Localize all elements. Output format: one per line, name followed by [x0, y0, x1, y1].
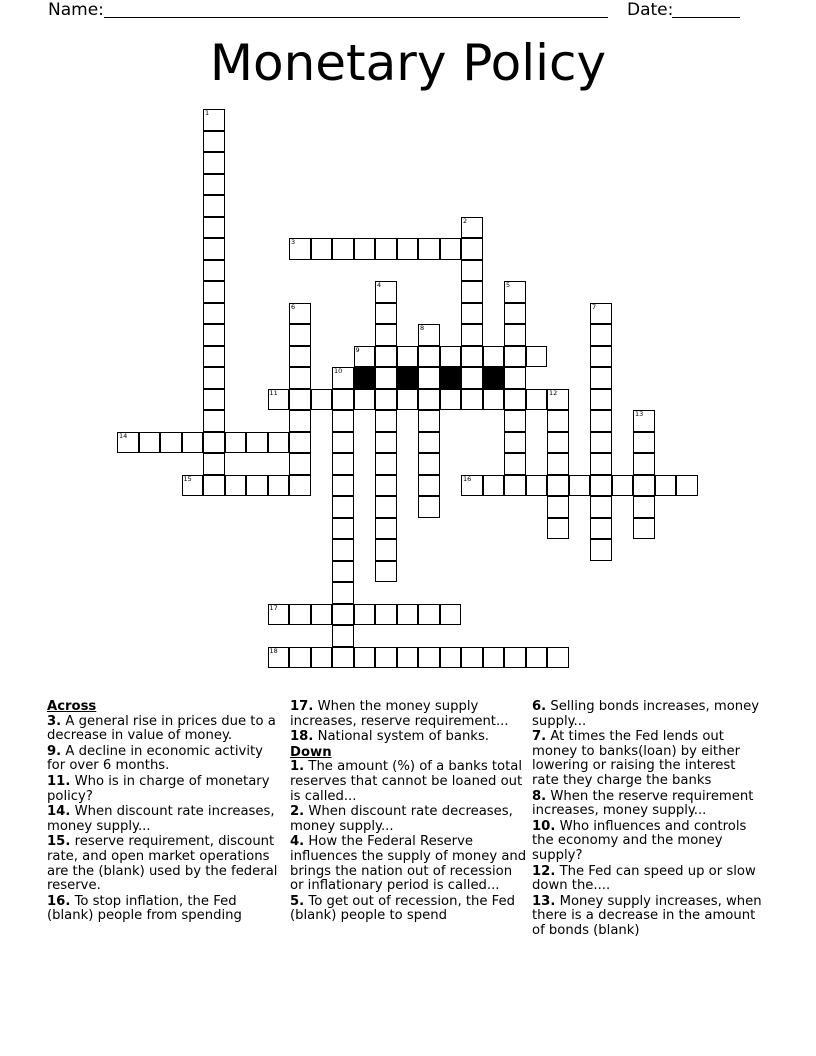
clue-number: 4. — [290, 834, 305, 850]
crossword-cell[interactable] — [397, 604, 419, 626]
crossword-cell[interactable] — [461, 281, 483, 303]
crossword-cell[interactable] — [203, 238, 225, 260]
clue-down-1 — [290, 760, 528, 804]
date-label: Date: — [627, 0, 674, 20]
clue-across-9 — [47, 745, 283, 774]
crossword-cell[interactable] — [547, 453, 569, 475]
crossword-cell[interactable] — [547, 389, 569, 411]
crossword-cell[interactable] — [289, 647, 311, 669]
crossword-cell[interactable] — [289, 604, 311, 626]
crossword-cell[interactable] — [483, 475, 505, 497]
clue-start-number: 6 — [291, 302, 296, 311]
crossword-cell[interactable] — [547, 518, 569, 540]
crossword-cell[interactable] — [203, 324, 225, 346]
crossword-cell[interactable] — [203, 410, 225, 432]
crossword-cell[interactable] — [332, 238, 354, 260]
crossword-cell[interactable] — [461, 647, 483, 669]
crossword-cell[interactable] — [590, 303, 612, 325]
clue-text: To stop inflation, the Fed (blank) people from spending — [47, 893, 242, 924]
crossword-cell[interactable] — [418, 453, 440, 475]
crossword-cell[interactable] — [547, 496, 569, 518]
crossword-cell[interactable] — [203, 475, 225, 497]
crossword-cell[interactable] — [590, 324, 612, 346]
crossword-cell[interactable] — [375, 346, 397, 368]
crossword-cell[interactable] — [504, 475, 526, 497]
crossword-cell[interactable] — [332, 389, 354, 411]
crossword-cell[interactable] — [332, 561, 354, 583]
crossword-black-cell — [483, 367, 505, 389]
clue-number: 5. — [290, 893, 305, 909]
crossword-cell[interactable] — [332, 367, 354, 389]
clue-start-number: 16 — [463, 474, 472, 483]
crossword-cell[interactable] — [289, 346, 311, 368]
clue-down-8 — [532, 790, 764, 819]
clue-start-number: 8 — [420, 324, 425, 332]
crossword-cell[interactable] — [526, 389, 548, 411]
crossword-cell[interactable] — [203, 346, 225, 368]
clue-number: 9. — [47, 743, 62, 759]
crossword-cell[interactable] — [633, 453, 655, 475]
crossword-cell[interactable] — [504, 432, 526, 454]
clue-down-4 — [290, 835, 528, 893]
crossword-cell[interactable] — [203, 453, 225, 475]
clue-text: A decline in economic activity for over 6 months. — [47, 743, 263, 774]
crossword-cell[interactable] — [483, 647, 505, 669]
crossword-cell[interactable] — [504, 410, 526, 432]
crossword-cell[interactable] — [375, 518, 397, 540]
crossword-cell[interactable] — [418, 238, 440, 260]
crossword-cell[interactable] — [633, 496, 655, 518]
crossword-cell[interactable] — [418, 346, 440, 368]
crossword-cell[interactable] — [203, 260, 225, 282]
clue-start-number: 5 — [506, 281, 511, 289]
crossword-cell[interactable] — [182, 432, 204, 454]
crossword-cell[interactable] — [418, 496, 440, 518]
crossword-cell[interactable] — [483, 389, 505, 411]
crossword-cell[interactable] — [332, 582, 354, 604]
crossword-cell[interactable] — [547, 410, 569, 432]
crossword-cell[interactable] — [397, 389, 419, 411]
crossword-cell[interactable] — [526, 647, 548, 669]
crossword-cell[interactable] — [590, 518, 612, 540]
clue-down-7 — [532, 730, 764, 788]
crossword-cell[interactable] — [440, 238, 462, 260]
crossword-cell[interactable] — [332, 432, 354, 454]
crossword-cell[interactable] — [289, 432, 311, 454]
crossword-cell[interactable] — [203, 432, 225, 454]
crossword-cell[interactable] — [375, 389, 397, 411]
across-heading: Across — [47, 699, 97, 714]
clue-down-10 — [532, 820, 764, 864]
crossword-cell[interactable] — [203, 217, 225, 239]
crossword-cell[interactable] — [590, 496, 612, 518]
down-heading: Down — [290, 744, 332, 760]
clue-text: When the reserve requirement increases, money supply... — [532, 788, 754, 819]
clue-start-number: 13 — [635, 410, 644, 418]
crossword-black-cell — [397, 367, 419, 389]
crossword-cell[interactable] — [332, 410, 354, 432]
crossword-cell[interactable] — [504, 281, 526, 303]
clue-number: 1. — [290, 759, 305, 775]
clue-text: The amount (%) of a banks total reserves that cannot be loaned out is called... — [290, 759, 523, 804]
clue-down-5 — [290, 895, 528, 924]
crossword-cell[interactable] — [203, 281, 225, 303]
clue-number: 11. — [47, 773, 71, 789]
crossword-cell[interactable] — [332, 625, 354, 647]
crossword-cell[interactable] — [375, 410, 397, 432]
crossword-cell[interactable] — [311, 389, 333, 411]
crossword-cell[interactable] — [590, 475, 612, 497]
clue-text: When discount rate decreases, money supply... — [290, 804, 513, 834]
crossword-cell[interactable] — [590, 389, 612, 411]
clue-across-11 — [47, 775, 283, 804]
crossword-cell[interactable] — [504, 453, 526, 475]
crossword-cell[interactable] — [289, 410, 311, 432]
crossword-cell[interactable] — [612, 475, 634, 497]
name-label: Name: — [48, 0, 104, 20]
clue-number: 3. — [47, 713, 62, 729]
crossword-cell[interactable] — [332, 496, 354, 518]
clue-text: National system of banks. — [317, 729, 490, 745]
crossword-cell[interactable] — [461, 367, 483, 389]
crossword-cell[interactable] — [354, 238, 376, 260]
clue-start-number: 14 — [119, 431, 128, 440]
clue-start-number: 18 — [269, 646, 278, 655]
crossword-cell[interactable] — [289, 303, 311, 325]
clue-start-number: 15 — [183, 474, 192, 483]
crossword-cell[interactable] — [504, 346, 526, 368]
crossword-cell[interactable] — [375, 539, 397, 561]
clue-text: At times the Fed lends out money to banks(loan) by either lowering or raising the interest rate they charge the banks — [532, 729, 740, 788]
clue-text: reserve requirement, discount rate, and open market operations are the (blank) used by the federal reserve. — [47, 834, 278, 894]
crossword-cell[interactable] — [590, 367, 612, 389]
clue-text: When discount rate increases, money supply... — [47, 804, 275, 834]
crossword-cell[interactable] — [332, 539, 354, 561]
crossword-cell[interactable] — [268, 647, 290, 669]
clue-text: Who is in charge of monetary policy? — [47, 773, 270, 804]
crossword-cell[interactable] — [461, 303, 483, 325]
crossword-cell[interactable] — [461, 324, 483, 346]
clue-start-number: 3 — [291, 238, 296, 246]
clues-column-1 — [47, 700, 283, 925]
crossword-cell[interactable] — [547, 647, 569, 669]
crossword-cell[interactable] — [332, 453, 354, 475]
crossword-cell[interactable] — [375, 647, 397, 669]
clue-number: 14. — [47, 804, 71, 820]
crossword-cell[interactable] — [397, 238, 419, 260]
clue-text: How the Federal Reserve influences the supply of money and brings the nation out of recession or inflationary period is called... — [290, 834, 527, 894]
crossword-cell[interactable] — [461, 238, 483, 260]
crossword-cell[interactable] — [397, 647, 419, 669]
clue-down-2 — [290, 805, 528, 834]
clue-number: 17. — [290, 699, 314, 714]
crossword-cell[interactable] — [375, 281, 397, 303]
clue-text: Selling bonds increases, money supply... — [532, 699, 760, 729]
crossword-cell[interactable] — [440, 389, 462, 411]
clue-text: To get out of recession, the Fed (blank) people to spend — [290, 893, 516, 924]
crossword-cell[interactable] — [590, 432, 612, 454]
crossword-cell[interactable] — [225, 432, 247, 454]
crossword-cell[interactable] — [461, 260, 483, 282]
crossword-cell[interactable] — [418, 475, 440, 497]
crossword-cell[interactable] — [483, 346, 505, 368]
crossword-cell[interactable] — [375, 453, 397, 475]
crossword-cell[interactable] — [375, 561, 397, 583]
clue-start-number: 17 — [269, 603, 278, 612]
clue-text: Who influences and controls the economy and the money supply? — [532, 818, 747, 863]
crossword-cell[interactable] — [354, 389, 376, 411]
crossword-cell[interactable] — [139, 432, 161, 454]
crossword-cell[interactable] — [289, 324, 311, 346]
page-title: Monetary Policy — [209, 34, 607, 92]
crossword-cell[interactable] — [504, 647, 526, 669]
clue-across-3 — [47, 715, 283, 744]
clue-start-number: 2 — [463, 216, 468, 225]
date-blank-line[interactable] — [672, 17, 740, 18]
clue-text: The Fed can speed up or slow down the.... — [532, 863, 756, 894]
crossword-cell[interactable] — [440, 346, 462, 368]
clue-down-12 — [532, 865, 764, 894]
crossword-cell[interactable] — [461, 389, 483, 411]
crossword-cell[interactable] — [160, 432, 182, 454]
clue-across-16 — [47, 895, 283, 924]
crossword-cell[interactable] — [418, 324, 440, 346]
clue-across-15 — [47, 835, 283, 893]
crossword-cell[interactable] — [526, 475, 548, 497]
crossword-cell[interactable] — [182, 475, 204, 497]
crossword-cell[interactable] — [569, 475, 591, 497]
clue-across-17 — [290, 700, 528, 729]
crossword-cell[interactable] — [547, 432, 569, 454]
crossword-cell[interactable] — [633, 410, 655, 432]
crossword-cell[interactable] — [203, 152, 225, 174]
crossword-cell[interactable] — [225, 475, 247, 497]
clue-number: 8. — [532, 788, 547, 804]
crossword-cell[interactable] — [268, 475, 290, 497]
crossword-cell[interactable] — [504, 324, 526, 346]
clue-number: 6. — [532, 699, 547, 714]
crossword-cell[interactable] — [418, 647, 440, 669]
crossword-cell[interactable] — [203, 174, 225, 196]
crossword-cell[interactable] — [461, 346, 483, 368]
clue-start-number: 9 — [355, 345, 360, 354]
clue-number: 15. — [47, 834, 71, 850]
crossword-cell[interactable] — [418, 604, 440, 626]
crossword-cell[interactable] — [203, 131, 225, 153]
clue-number: 13. — [532, 893, 556, 909]
crossword-cell[interactable] — [203, 389, 225, 411]
crossword-cell[interactable] — [375, 496, 397, 518]
clue-number: 2. — [290, 804, 305, 820]
clue-number: 12. — [532, 863, 556, 879]
clue-start-number: 7 — [592, 302, 597, 311]
clue-across-14 — [47, 805, 283, 834]
crossword-cell[interactable] — [332, 647, 354, 669]
crossword-cell[interactable] — [311, 647, 333, 669]
crossword-cell[interactable] — [289, 238, 311, 260]
crossword-cell[interactable] — [117, 432, 139, 454]
crossword-cell[interactable] — [268, 389, 290, 411]
crossword-cell[interactable] — [440, 647, 462, 669]
crossword-cell[interactable] — [203, 109, 225, 131]
crossword-cell[interactable] — [633, 475, 655, 497]
clue-across-18 — [290, 730, 528, 745]
clue-start-number: 4 — [377, 281, 382, 289]
crossword-cell[interactable] — [590, 346, 612, 368]
crossword-cell[interactable] — [440, 604, 462, 626]
crossword-cell[interactable] — [461, 475, 483, 497]
crossword-cell[interactable] — [461, 217, 483, 239]
crossword-cell[interactable] — [311, 238, 333, 260]
crossword-cell[interactable] — [203, 303, 225, 325]
crossword-black-cell — [354, 367, 376, 389]
crossword-cell[interactable] — [375, 238, 397, 260]
crossword-black-cell — [440, 367, 462, 389]
clues-column-3 — [532, 700, 764, 940]
crossword-cell[interactable] — [332, 475, 354, 497]
crossword-cell[interactable] — [268, 604, 290, 626]
clue-text: Money supply increases, when there is a decrease in the amount of bonds (blank) — [532, 893, 762, 938]
crossword-cell[interactable] — [354, 346, 376, 368]
clue-down-6 — [532, 700, 764, 729]
clue-text: A general rise in prices due to a decrease in value of money. — [47, 713, 276, 744]
crossword-cell[interactable] — [332, 604, 354, 626]
crossword-cell[interactable] — [504, 389, 526, 411]
crossword-cell[interactable] — [311, 604, 333, 626]
crossword-cell[interactable] — [633, 518, 655, 540]
crossword-cell[interactable] — [655, 475, 677, 497]
clue-start-number: 12 — [549, 388, 558, 397]
clues-column-2 — [290, 700, 528, 925]
clue-start-number: 10 — [334, 367, 343, 375]
crossword-cell[interactable] — [289, 453, 311, 475]
crossword-cell[interactable] — [547, 475, 569, 497]
clue-start-number: 11 — [269, 388, 278, 397]
clue-text: When the money supply increases, reserve requirement... — [290, 699, 509, 729]
crossword-cell[interactable] — [289, 367, 311, 389]
crossword-cell[interactable] — [246, 475, 268, 497]
crossword-cell[interactable] — [354, 604, 376, 626]
crossword-cell[interactable] — [332, 518, 354, 540]
clue-number: 16. — [47, 893, 71, 909]
crossword-cell[interactable] — [375, 432, 397, 454]
crossword-cell[interactable] — [203, 367, 225, 389]
crossword-cell[interactable] — [289, 475, 311, 497]
crossword-cell[interactable] — [418, 432, 440, 454]
clue-down-13 — [532, 895, 764, 939]
crossword-cell[interactable] — [504, 303, 526, 325]
crossword-cell[interactable] — [375, 324, 397, 346]
crossword-cell[interactable] — [418, 410, 440, 432]
crossword-cell[interactable] — [375, 303, 397, 325]
clue-number: 10. — [532, 818, 556, 834]
crossword-cell[interactable] — [676, 475, 698, 497]
crossword-cell[interactable] — [354, 647, 376, 669]
crossword-cell[interactable] — [375, 367, 397, 389]
crossword-cell[interactable] — [633, 432, 655, 454]
clue-number: 7. — [532, 729, 547, 745]
crossword-cell[interactable] — [418, 389, 440, 411]
crossword-cell[interactable] — [375, 604, 397, 626]
crossword-cell[interactable] — [268, 432, 290, 454]
crossword-cell[interactable] — [418, 367, 440, 389]
crossword-cell[interactable] — [203, 195, 225, 217]
crossword-cell[interactable] — [289, 389, 311, 411]
crossword-cell[interactable] — [590, 410, 612, 432]
crossword-cell[interactable] — [526, 346, 548, 368]
crossword-cell[interactable] — [504, 367, 526, 389]
crossword-cell[interactable] — [590, 453, 612, 475]
clue-start-number: 1 — [205, 109, 210, 117]
clue-number: 18. — [290, 729, 314, 745]
crossword-cell[interactable] — [397, 346, 419, 368]
crossword-cell[interactable] — [590, 539, 612, 561]
crossword-cell[interactable] — [375, 475, 397, 497]
header-line — [46, 0, 786, 22]
crossword-cell[interactable] — [246, 432, 268, 454]
name-blank-line[interactable] — [104, 17, 608, 18]
